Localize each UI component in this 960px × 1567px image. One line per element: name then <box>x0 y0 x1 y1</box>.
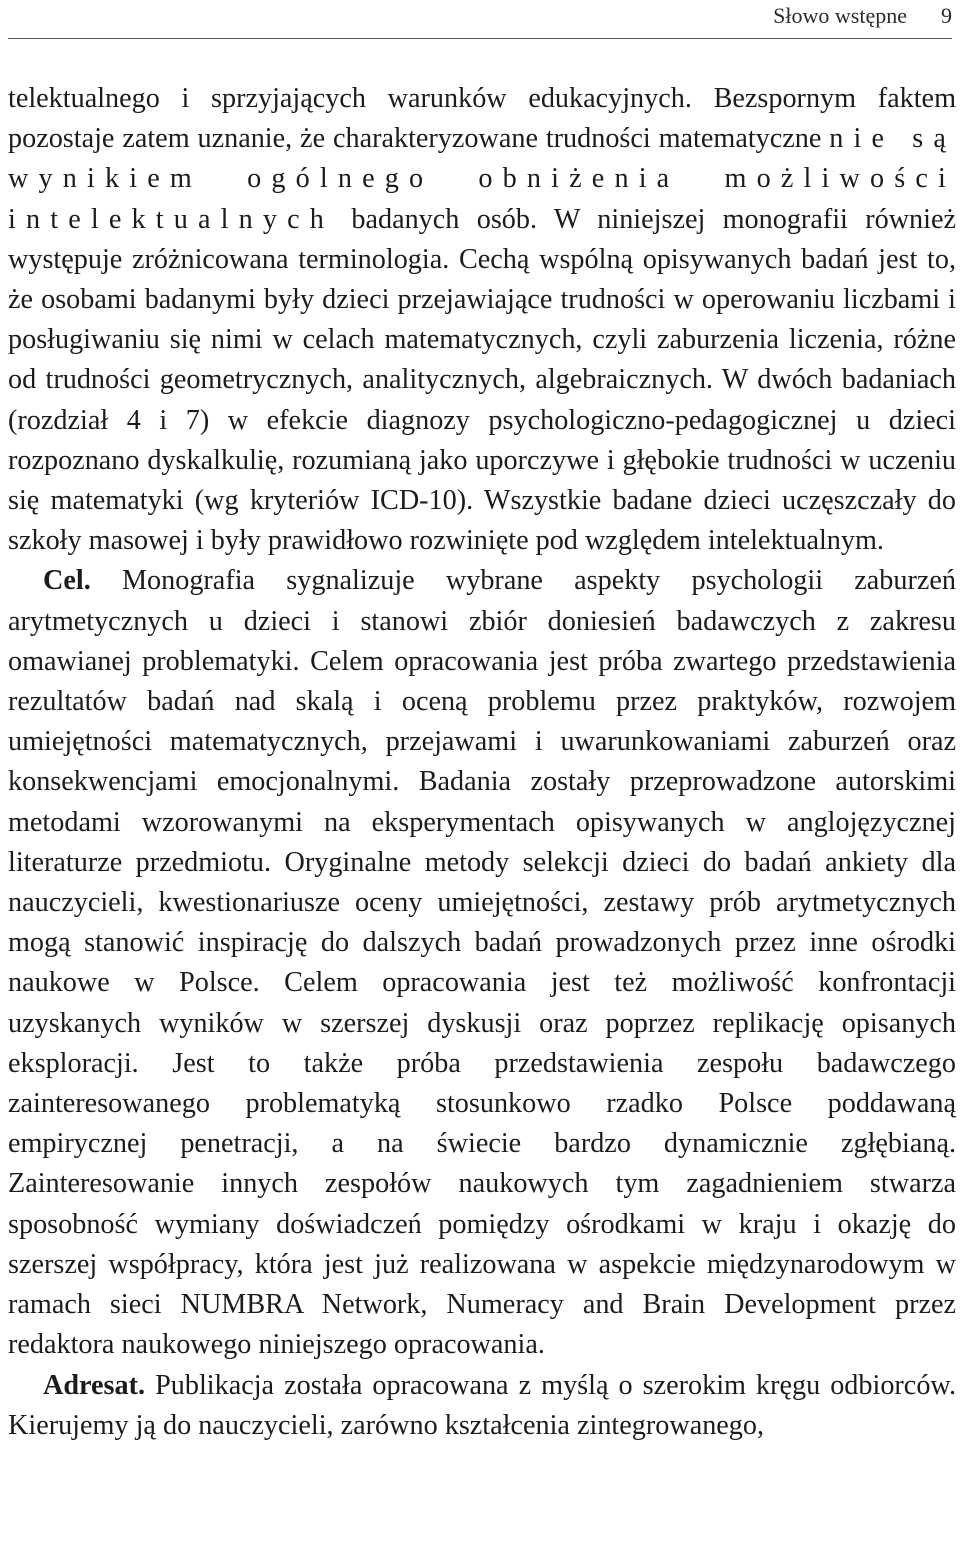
running-header <box>773 2 952 30</box>
emphasized-phrase: nie są wynikiem ogólnego obniżenia możliwości intelektualnych <box>8 123 956 235</box>
page-number: 9 <box>941 3 952 28</box>
paragraph-continued <box>8 79 956 561</box>
paragraph-text: Publikacja została opracowana z myślą o szerokim kręgu odbiorców. Kierujemy ją do nauczycieli, zarówno kształcenia zintegrowanego, <box>8 1369 956 1441</box>
paragraph-text: Monografia sygnalizuje wybrane aspekty psychologii zaburzeń arytmetycznych u dzieci i stanowi zbiór doniesień badawczych z zakresu omawianej problematyki. Celem opracowania jest próba zwartego przedstawienia rezultatów badań nad skalą i oceną problemu przez praktyków, rozwojem umiejętności matematycznych, przejawami i uwarunkowaniami zaburzeń oraz konsekwencjami emocjonalnymi. Badania zostały przeprowadzone autorskimi metodami wzorowanymi na eksperymentach opisywanych w anglojęzycznej literaturze przedmiotu. Oryginalne metody selekcji dzieci do badań ankiety dla nauczycieli, kwestionariusze oceny umiejętności, zestawy prób arytmetycznych mogą stanowić inspirację do dalszych badań prowadzonych przez inne ośrodki naukowe w Polsce. Celem opracowania jest też możliwość konfrontacji uzyskanych wyników w szerszej dyskusji oraz poprzez replikację opisanych eksploracji. Jest to także próba przedstawienia zespołu badawczego zainteresowanego problematyką stosunkowo rzadko Polsce poddawaną empirycznej penetracji, a na świecie bardzo dynamicznie zgłębianą. Zainteresowanie innych zespołów naukowych tym zagadnieniem stwarza sposobność wymiany doświadczeń pomiędzy ośrodkami w kraju i okazję do szerszej współpracy, która jest już realizowana w aspekcie międzynarodowym w ramach sieci NUMBRA Network, Numeracy and Brain Development przez redaktora naukowego niniejszego opracowania. <box>8 565 956 1361</box>
section-title: Słowo wstępne <box>773 3 907 28</box>
body-text <box>8 79 956 1446</box>
paragraph-text: telektualnego i sprzyjających warunków edukacyjnych. Bezspornym faktem pozostaje zatem uznanie, że charakteryzowane trudności matematyczne <box>8 83 956 155</box>
header-rule <box>8 38 952 39</box>
paragraph-cel <box>8 561 956 1365</box>
paragraph-lead-adresat: Adresat. <box>43 1369 146 1401</box>
paragraph-lead-cel: Cel. <box>43 565 91 597</box>
paragraph-text: badanych osób. W niniejszej monografii również występuje zróżnicowana terminologia. Cechą wspólną opisywanych badań jest to, że osobami badanymi były dzieci przejawiające trudności w operowaniu liczbami i posługiwaniu się nimi w celach matematycznych, czyli zaburzenia liczenia, różne od trudności geometrycznych, analitycznych, algebraicznych. W dwóch badaniach (rozdział 4 i 7) w efekcie diagnozy psychologiczno-pedagogicznej u dzieci rozpoznano dyskalkulię, rozumianą jako uporczywe i głębokie trudności w uczeniu się matematyki (wg kryteriów ICD-10). Wszystkie badane dzieci uczęszczały do szkoły masowej i były prawidłowo rozwinięte pod względem intelektualnym. <box>8 203 956 557</box>
paragraph-adresat <box>8 1366 956 1446</box>
